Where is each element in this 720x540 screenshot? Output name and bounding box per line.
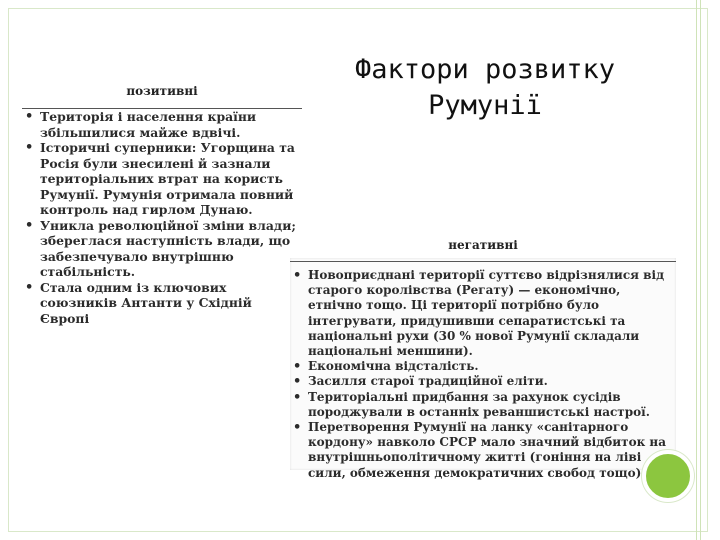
list-item [22,280,302,327]
bullet-icon: • [293,268,302,283]
list-item-text: Економічна відсталість. [308,359,479,374]
right-edge-line [696,0,697,540]
list-item-text: Стала одним із ключових союзників Антанти у Східній Європі [40,279,252,326]
bullet-icon: • [25,109,34,124]
list-item [290,268,676,359]
decorative-circle [642,450,694,502]
list-item [22,218,302,280]
right-edge-line-outer [700,0,701,540]
bullet-icon: • [25,140,34,155]
negative-factors-panel [290,238,676,480]
bullet-icon: • [293,374,302,390]
list-item [290,374,676,389]
list-item-text: Територіальні придбання за рахунок сусідів породжували в останніх реваншистські настрої. [308,389,650,419]
list-item-text: Перетворення Румунії на ланку «санітарного кордону» навколо СРСР мало значний відбиток на внутрішньополітичному житті (гоніння на ліві сили, обмеження демократичних свобод тощо) [308,420,666,480]
list-item-text: Новоприєднані території суттєво відрізнялися від старого королівства (Регату) — економічно, етнічно тощо. Ці території потрібно було інтегрувати, придушивши сепаратистські та національні рухи (30 % нової Румунії складали національні меншини). [308,268,665,359]
bullet-icon: • [293,359,302,375]
bullet-icon: • [25,217,34,233]
negative-divider [290,261,676,262]
list-item [22,109,302,140]
bullet-icon: • [293,420,302,436]
positive-list [22,109,302,326]
list-item [290,390,676,420]
negative-heading: негативні [448,238,518,252]
bullet-icon: • [25,279,34,295]
positive-heading: позитивні [126,84,198,98]
negative-panel-content [290,238,676,481]
list-item [290,359,676,374]
list-item-text: Територія і населення країни збільшилися майже вдвічі. [40,109,257,140]
list-item-text: Уникла революційної зміни влади; збереглася наступність влади, що забезпечувало внутрішню стабільність. [40,217,296,279]
bullet-icon: • [293,389,302,405]
list-item [290,420,676,481]
list-item-text: Історичні суперники: Угорщина та Росія були знесилені й зазнали територіальних втрат на користь Румунії. Румунія отримала повний контроль над гирлом Дунаю. [40,140,295,217]
list-item [22,140,302,218]
negative-list [290,268,676,481]
positive-factors-panel [22,84,302,326]
list-item-text: Засилля старої традиційної еліти. [308,374,548,389]
slide-title: Фактори розвитку Румунії [354,54,616,121]
